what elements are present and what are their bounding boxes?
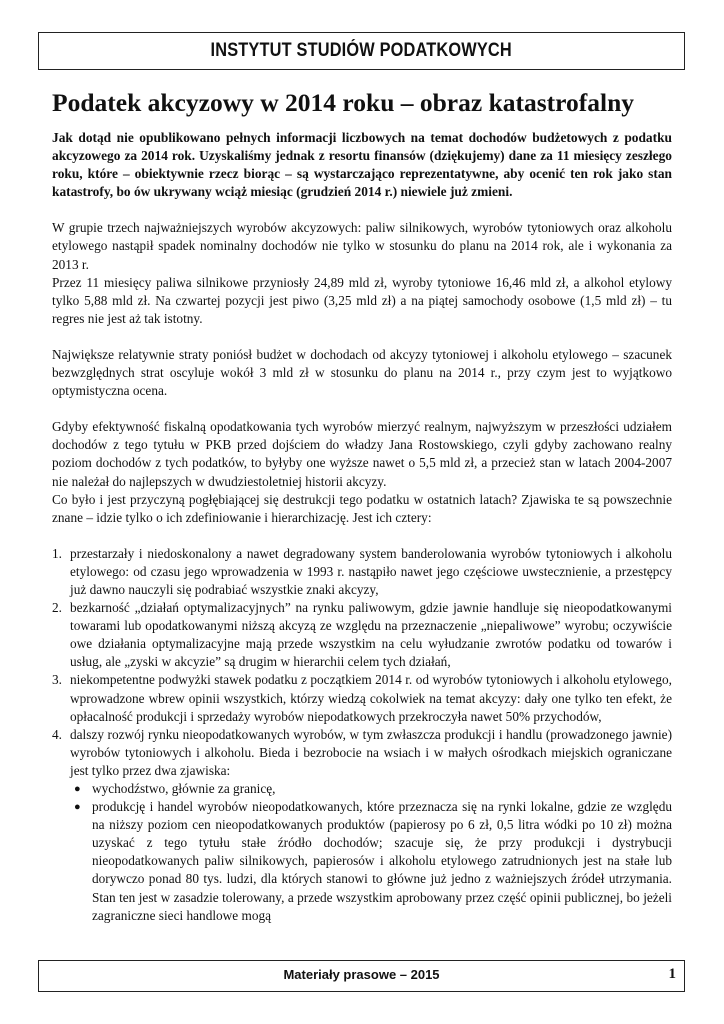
paragraph-5: Co było i jest przyczyną pogłębiającej się destrukcji tego podatku w ostatnich latach? Zjawiska te są powszechnie znane – idzie tylko o ich zdefiniowanie i hierarchizację. Jest ich cztery:: [52, 491, 672, 525]
bullet-item: [70, 780, 672, 798]
article-lead: Jak dotąd nie opublikowano pełnych informacji liczbowych na temat dochodów budżetowych z podatku akcyzowego za 2014 rok. Uzyskaliśmy jednak z resortu finansów (dziękujemy) dane za 11 miesięcy zeszłego roku, które – obiektywnie rzecz biorąc – są wystarczająco reprezentatywne, aby ocenić ten rok jako stan katastrofy, bo ów ukrywany wciąż miesiąc (grudzień 2014 r.) niewiele już zmieni.: [52, 130, 672, 200]
list-item-text: przestarzały i niedoskonalony a nawet degradowany system banderolowania wyrobów tytoniowych i alkoholu etylowego: od czasu jego wprowadzenia w 1993 r. nastąpiło nawet jego częściowe uwstecznienie, a przestępcy już dawno nauczyli się podrabiać wszystkie znaki akcyzy,: [70, 545, 672, 597]
paragraph-2: Przez 11 miesięcy paliwa silnikowe przyniosły 24,89 mld zł, wyroby tytoniowe 16,46 mld zł, a alkohol etylowy tylko 5,88 mld zł. Na czwartej pozycji jest piwo (3,25 mld zł) a na piątej samochody osobowe (1,5 mld zł) – tu regres nie jest aż tak istotny.: [52, 274, 672, 326]
footer-banner: [38, 960, 685, 992]
bullet-icon: ●: [74, 783, 81, 795]
article-body: [52, 87, 672, 925]
paragraph-4: Gdyby efektywność fiskalną opodatkowania tych wyrobów mierzyć realnym, najwyższym w przeszłości udziałem dochodów z tego tytułu w PKB przed dojściem do władzy Jana Rostowskiego, czyli gdyby zachowano realny poziom dochodów z tych podatków, to byłyby one wyższe nawet o 5,5 mld zł, a przecież stan w latach 2004-2007 nie należał do najlepszych w dwudziestoletniej historii akcyzy.: [52, 419, 672, 489]
paragraph-gap: [52, 400, 672, 418]
causes-list: [52, 545, 672, 925]
paragraph-3: Największe relatywnie straty poniósł budżet w dochodach od akcyzy tytoniowej i alkoholu etylowego – szacunek bezwzględnych strat oscyluje wokół 3 mld zł w stosunku do planu na 2014 r., przy czym jest to wyjątkowo optymistyczna ocena.: [52, 346, 672, 399]
list-item-text: niekompetentne podwyżki stawek podatku z początkiem 2014 r. od wyrobów tytoniowych i alkoholu etylowego, wprowadzone wbrew opinii wszystkich, którzy wiedzą cokolwiek na temat akcyzy: dały one tylko ten efekt, że opłacalność produkcji i sprzedaży wyrobów niepodatkowych przekroczyła nawet 50% przychodów,: [70, 672, 672, 724]
bullet-item: [70, 798, 672, 925]
page-number: 1: [668, 966, 676, 982]
paragraph-gap: [52, 328, 672, 346]
article-title: Podatek akcyzowy w 2014 roku – obraz katastrofalny: [52, 88, 635, 117]
list-item-text: bezkarność „działań optymalizacyjnych” na rynku paliwowym, gdzie jawnie handluje się nieopodatkowanymi towarami lub opodatkowanymi niższą akcyzą ze względu na przeznaczenie „niepaliwowe” wyrobu; oczywiście owe działania optymalizacyjne mają przede wszystkim na celu wyłudzanie zwrotów podatku od towarów i usług, ale „zyski w akcyzie” są drugim w hierarchii celem tych działań,: [70, 600, 672, 670]
bullet-icon: ●: [74, 801, 81, 814]
bullet-text: produkcję i handel wyrobów nieopodatkowanych, które przeznacza się na rynki lokalne, gdzie ze względu na niższy poziom cen nieopodatkowanych produktów (papierosy po 6 zł, 0,5 litra wódki po 10 zł) można uzyskać z tego tytułu stałe źródło dochodów; szacuje się, że przy produkcji i dystrybucji nieopodatkowanych paliw silnikowych, papierosów i alkoholu etylowego zatrudnionych jest na stałe lub dorywczo ponad 80 tys. ludzi, dla których stanowi to główne już jedno z ważniejszych źródeł utrzymania. Stan ten jest w zasadzie tolerowany, a przede wszystkim aprobowany przez część opinii publicznej, bo jeżeli zagraniczne sieci handlowe mogą: [92, 799, 672, 923]
paragraph-gap: [52, 527, 672, 545]
list-number: 3.: [52, 672, 62, 688]
list-number: 4.: [52, 726, 62, 742]
paragraph-1: W grupie trzech najważniejszych wyrobów akcyzowych: paliw silnikowych, wyrobów tytoniowych oraz alkoholu etylowego nastąpił spadek nominalny dochodów nie tylko w stosunku do planu na 2014 rok, ale i wykonania za 2013 r.: [52, 220, 672, 272]
bullet-text: wychodźstwo, głównie za granicę,: [92, 781, 276, 796]
list-number: 2.: [52, 600, 62, 616]
header-banner: [38, 32, 685, 70]
list-number: 1.: [52, 545, 62, 561]
list-item: [52, 599, 672, 671]
list-item: [52, 671, 672, 725]
list-item-text: dalszy rozwój rynku nieopodatkowanych wyrobów, w tym zwłaszcza produkcji i handlu (prowadzonego jawnie) wyrobów tytoniowych i alkoholu. Bieda i bezrobocie na wsiach i w małych ośrodkach miejskich ograniczane jest tylko przez dwa zjawiska:: [70, 726, 672, 778]
footer-label: Materiały prasowe – 2015: [283, 967, 440, 982]
list-item: [52, 545, 672, 599]
institute-name: INSTYTUT STUDIÓW PODATKOWYCH: [210, 40, 513, 61]
sub-bullet-list: [70, 780, 672, 925]
list-item: [52, 726, 672, 925]
